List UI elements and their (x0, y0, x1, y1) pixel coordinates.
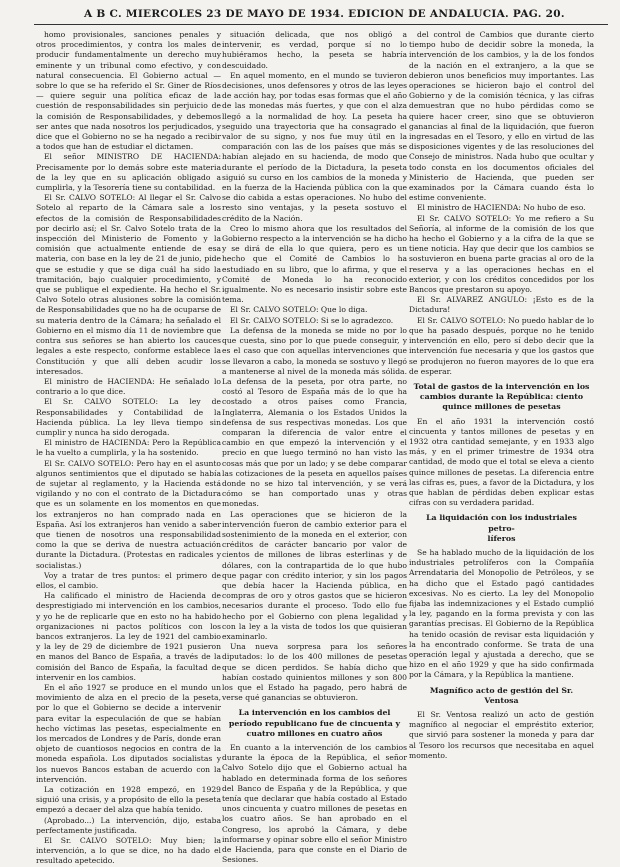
paragraph: (Aprobado...) La intervención, dijo, estaba perfectamente justificada. (36, 815, 221, 835)
paragraph: El Sr. CALVO SOTELO: No puedo hablar de lo que ha pasado después, porque no he tenido intervención en ello, pero sí debo decir que la intervención fue necesaria y que los gastos que se produjeron no fueron mayores de lo que era de esperar. (409, 315, 594, 376)
text-column-3 (409, 30, 594, 825)
section-heading-line: Total de gastos de la intervención en los (413, 381, 590, 391)
paragraph: El ministro de HACIENDA: No hubo de eso. (417, 203, 586, 213)
paragraph: La defensa de la moneda se mide no por lo que cuesta, sino por lo que puede conseguir, y es el caso que con aquellas intervenciones que se llevaron a cabo, la moneda se sostuvo y llegó a mantenerse al nivel de la moneda más sólida. La defensa de la peseta, por otra parte, no costó al Tesoro de España más de lo que ha costado a otros países como Francia, Inglaterra, Alemania o los Estados Unidos la defensa de sus respectivas monedas. Los que comparan la diferencia de valor entre el cambio en que empezó la intervención y el precio en que luego terminó no han visto las cosas más que por un lado; y se debe comparar las cotizaciones de la peseta en aquellos países donde no se hizo tal intervención, y se verá cómo se han comportado unas y otras monedas. (222, 325, 407, 509)
paragraph: Una nueva sorpresa para los señores diputados: lo de los 400 millones de pesetas que se dicen perdidos. Se había dicho que habían costado quinientos millones y son 800 los que el Estado ha pagado, pero habrá de verse qué ganancias se obtuvieron. (222, 642, 407, 703)
page-header: A B C. MIERCOLES 23 DE MAYO DE 1934. EDICION DE ANDALUCIA. PAG. 20. (84, 8, 565, 20)
paragraph: En aquel momento, en el mundo se tuvieron decisiones, unos defensores y otros de las leyes de acción hay, por todas esas formas que el año de las monedas más fuertes, y que con el alza llegó a la normalidad de hoy. La peseta ha seguido una trayectoria que ha consagrado el valor de su signo, y nos fue muy útil en la comparación con las de los países que más se habían alejado en su hacienda, de modo que durante el período de la Dictadura, la peseta siguió su curso en los cambios de la moneda y en la fuerza de la Hacienda pública con la que se dio cabida a estas operaciones. No hubo del resto sino ventajas, y la peseta sostuvo el crédito de la Nación. (222, 70, 407, 223)
paragraph: El Sr. ALVAREZ ANGULO: ¡Esto es de la Dictadura! (409, 295, 594, 315)
section-heading (413, 382, 590, 413)
paragraph: Ha calificado el ministro de Hacienda de desprestigiado mi intervención en los cambios, y yo he de replicarle que en esto no ha habido organizaciones ni pactos políticos con los bancos extranjeros. La ley de 1921 del cambio y la ley de 29 de diciembre de 1921 pusieron en manos del Banco de España, a través de la comisión del Banco de España, la facultad de intervenir en los cambios. (36, 591, 221, 682)
paragraph: El Sr. CALVO SOTELO: Que lo diga. (230, 305, 368, 315)
header-rule (34, 24, 608, 25)
section-heading-line: La liquidación con los industriales petro- (426, 513, 577, 533)
section-heading (413, 513, 590, 544)
section-heading-line: La intervención en los cambios del período republicano fue de cincuenta y (228, 708, 401, 728)
section-heading-line: cambios durante la República: ciento (419, 392, 584, 402)
section-heading (226, 708, 403, 739)
paragraph: El Sr. CALVO SOTELO: La ley de Responsabilidades y Contabilidad de la Hacienda pública. La ley lleva tiempo sin cumplir y nunca ha sido derogada. (36, 397, 221, 437)
paragraph: En el año 1927 se produce en el mundo un movimiento de alza en el precio de la peseta, por lo que el Gobierno se decide a intervenir para evitar la especulación de que se habían hecho víctimas las pesetas, especialmente en los mercados de Londres y de París, donde eran objeto de cuantiosos negocios en contra de la moneda española. Los diputados socialistas y los nuevos Bancos estaban de acuerdo con la intervención. (36, 683, 221, 784)
text-column-2 (222, 30, 407, 865)
paragraph: El Sr. CALVO SOTELO: Al llegar el Sr. Calvo Sotelo al reparto de la Cámara sale a los efectos de la comisión de Responsabilidades por decirlo así; el Sr. Calvo Sotelo trata de la inspección del Ministerio de Fomento y la comisión que actualmente entiende de esa materia, con base en la ley de 21 de junio, pide que se estudie y que se diga cuál ha sido la tramitación, bajo cualquier procedimiento, y que se publique el expediente. Ha hecho el Sr. Calvo Sotelo otras alusiones sobre la comisión de Responsabilidades que no ha de ocuparse de su materia dentro de la Cámara; ha señalado el Gobierno en el mismo día 11 de noviembre que contra sus señores se han abierto los cauces legales a este respecto, conforme establece la Constitución y que allí deben acudir los interesados. (36, 193, 221, 376)
paragraph: El ministro de HACIENDA: He señalado lo contrario a lo que dice. (36, 376, 221, 397)
paragraph: En cuanto a la intervención de los cambios durante la época de la República, el señor Calvo Sotelo dijo que el Gobierno actual ha hablado en determinada forma de los señores del Banco de España y de la República, y que tenía que declarar que había costado al Estado unos cincuenta y cuatro millones de pesetas en los cuatro años. Se han aprobado en el Congreso, los aprobó la Cámara, y debe informarse y opinar sobre ello el señor Ministro de Hacienda, para que conste en el Diario de Sesiones. (222, 743, 407, 865)
section-heading-line: quince millones de pesetas (442, 402, 561, 412)
paragraph: homo provisionales, sanciones penales y otros procedimientos, y contra los males de producir fundamentalmente un derecho muy eminente y un tribunal como efectivo, y con natural consecuencia. El Gobierno actual —sobre lo que se ha referido el Sr. Giner de Ríos— quiere seguir una política eficaz de la cuestión de responsabilidades sin perjuicio de la comisión de Responsabilidades, y debemos ser antes que nada nosotros los perjudicados, y dice que el Gobierno no se ha negado a recibir a todos que han de estudiar el dictamen. (36, 30, 221, 152)
section-heading-line: líferos (487, 533, 516, 543)
paragraph: El Sr. CALVO SOTELO: Muy bien; la intervención, a lo que se dice, no ha dado el resultado apetecido. (36, 836, 221, 866)
paragraph: En el año 1931 la intervención costó cincuenta y tantos millones de pesetas y en 1932 otra cantidad semejante, y en 1933 algo más, y en el primer trimestre de 1934 otra cantidad, de modo que el total se eleva a ciento quince millones de pesetas. La diferencia entre las cifras es, pues, a favor de la Dictadura, y los que hablan de pérdidas deben explicar estas cifras con su verdadera paridad. (409, 416, 594, 508)
paragraph: El Sr. Ventosa realizó un acto de gestión magnífico al negociar el empréstito exterior, que sirvió para sostener la moneda y para dar al Tesoro los recursos que necesitaba en aquel momento. (409, 710, 594, 760)
section-heading-line: cuatro millones en cuatro años (246, 728, 383, 738)
paragraph: El ministro de HACIENDA: Pero la República le ha vuelto a cumplirla, y la ha sostenido. (36, 438, 221, 458)
paragraph: situación delicada, que nos obligó a intervenir, es verdad, porque sí no lo hubiéramos hecho, la peseta se habría descuidado. (222, 30, 407, 70)
paragraph: del control de Cambios que durante cierto tiempo hubo de decidir sobre la moneda, la intervención de los cambios, y la de los fondos de la nación en el extranjero, a la que se debieron unos beneficios muy importantes. Las operaciones se hicieron bajo el control del Gobierno y de la comisión técnica, y las cifras demuestran que no hubo pérdidas como se quiere hacer creer, sino que se obtuvieron ganancias al final de la liquidación, que fueron ingresadas en el Tesoro, y ello en virtud de las disposiciones vigentes y de las resoluciones del Consejo de ministros. Nada hubo que ocultar y todo consta en los documentos oficiales del Ministerio de Hacienda, que pueden ser examinados por la Cámara cuando ésta lo estime conveniente. (409, 30, 594, 203)
paragraph: El señor MINISTRO DE HACIENDA: Precisamente por lo demás sobre este materia de la ley que en su aplicación obligado a cumplirla, y la Tesorería tiene su contabilidad. (36, 152, 221, 193)
paragraph: La cotización en 1928 empezó, en 1929 siguió una crisis, y a propósito de ello la peseta empezó a decaer del alza que había tenido. (36, 785, 221, 815)
paragraph: Las operaciones que se hicieron de la intervención fueron de cambio exterior para el sostenimiento de la moneda en el exterior, con créditos de carácter bancario por valor de cientos de millones de libras esterlinas y de dólares, con la contrapartida de lo que hubo que pagar con crédito interior, y sin los pagos que debía hacer la Hacienda pública, en compras de oro y otros gastos que se hicieron necesarios durante el proceso. Todo ello fue hecho por el Gobierno con plena legalidad y con la ley a la vista de todos los que quisieran examinarlo. (222, 509, 407, 641)
paragraph: El Sr. CALVO SOTELO: Yo me refiero a Su Señoría, al informe de la comisión de los que ha hecho el Gobierno y a la cifra de la que se tiene noticia. Hay que decir que los cambios se sostuvieron en buena parte gracias al oro de la reserva y a las operaciones hechas en el exterior, y con los créditos concedidos por los Bancos que prestaron su apoyo. (409, 213, 594, 295)
paragraph: Voy a tratar de tres puntos: el primero de ellos, el cambio. (36, 570, 221, 590)
section-heading (413, 686, 590, 706)
text-column-1 (36, 30, 221, 866)
paragraph: Creo lo mismo ahora que los resultados del Gobierno respecto a la intervención se ha dicho y se dirá de ella lo que quiera, pero es un hecho que el Comité de Cambios lo ha estudiado en su libro, que lo afirma, y que el Comité de Moneda lo ha reconocido igualmente. No es necesario insistir sobre este tema. (222, 223, 407, 305)
paragraph: El Sr. CALVO SOTELO: Si se lo agradezco. (230, 315, 394, 325)
paragraph: El Sr. CALVO SOTELO: Pero hay en el asunto algunos sentimientos que el diputado se había de sujetar al reglamento, y la Hacienda está vigilando y no con el contrato de la Dictadura que es un solamente en los momentos en que los extranjeros no han comprado nada en España. Así los extranjeros han venido a saber que tienen de nosotros una responsabilidad como la que se deriva de nuestra actuación durante la Dictadura. (Protestas en radicales y socialistas.) (36, 458, 221, 570)
paragraph: Se ha hablado mucho de la liquidación de los industriales petrolíferos con la Compañía Arrendataria del Monopolio de Petróleos, y se ha dicho que el Estado pagó cantidades excesivas. No es cierto. La ley del Monopolio fijaba las indemnizaciones y el Estado cumplió la ley, pagando en la forma prevista y con las garantías precisas. El Gobierno de la República ha tenido ocasión de revisar esta liquidación y la ha encontrado conforme. Se trata de una operación legal y ajustada a derecho, que se hizo en el año 1929 y que ha sido confirmada por la Cámara, y la República la mantiene. (409, 547, 594, 680)
section-heading-line: Magnífico acto de gestión del Sr. Ventosa (429, 685, 574, 705)
